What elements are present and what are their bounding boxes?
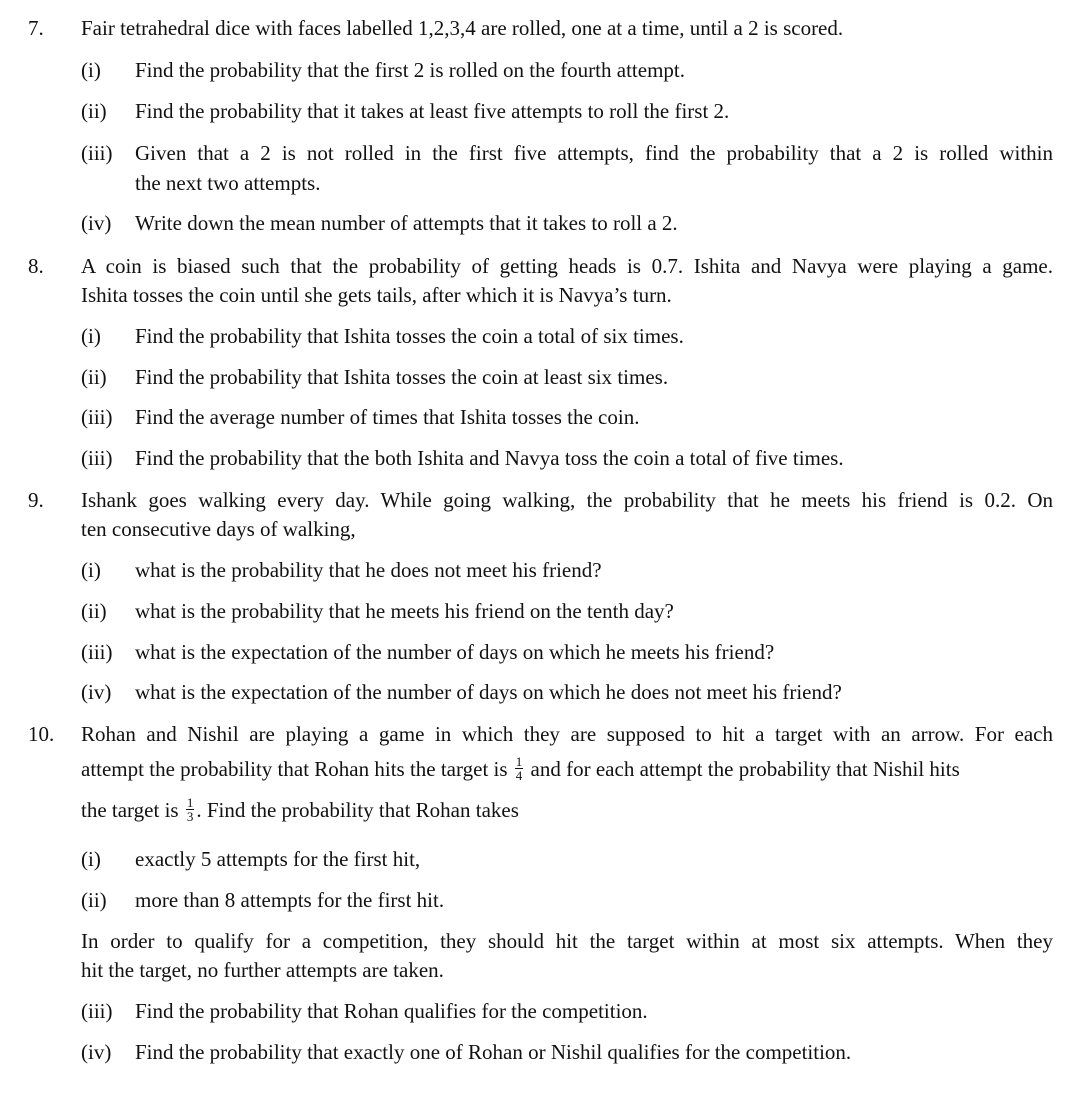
part-text: exactly 5 attempts for the first hit, [135, 847, 421, 871]
part-text: what is the probability that he meets his friend on the tenth day? [135, 599, 674, 623]
question-context-continued: hit the target, no further attempts are taken. [81, 958, 444, 982]
part-label: (ii) [81, 888, 107, 912]
part-text: Find the probability that the both Ishita and Navya toss the coin a total of five times. [135, 446, 844, 470]
fraction-numerator: 1 [186, 794, 194, 810]
fraction-denominator: 4 [515, 767, 523, 783]
question-number: 9. [28, 488, 44, 512]
part-label: (iii) [81, 640, 113, 664]
part-label: (i) [81, 558, 101, 582]
part-text: Find the probability that Ishita tosses the coin at least six times. [135, 365, 669, 389]
question-stem: Ishank goes walking every day. While going walking, the probability that he meets his friend is 0.2. On [81, 488, 1053, 512]
part-text: Find the probability that exactly one of Rohan or Nishil qualifies for the competition. [135, 1040, 852, 1064]
part-text: Find the probability that Rohan qualifies for the competition. [135, 999, 648, 1023]
question-stem-continued: ten consecutive days of walking, [81, 517, 356, 541]
part-text-continued: the next two attempts. [135, 171, 321, 195]
question-number: 7. [28, 16, 44, 40]
part-text: what is the probability that he does not meet his friend? [135, 558, 602, 582]
part-label: (iii) [81, 405, 113, 429]
part-label: (iv) [81, 680, 112, 704]
part-label: (ii) [81, 599, 107, 623]
question-number: 10. [28, 722, 55, 746]
part-text: Find the average number of times that Ishita tosses the coin. [135, 405, 640, 429]
part-label: (iv) [81, 1040, 112, 1064]
part-text: what is the expectation of the number of days on which he does not meet his friend? [135, 680, 842, 704]
part-label: (iii) [81, 141, 113, 165]
stem-text: and for each attempt the probability that Nishil hits [530, 757, 960, 781]
part-label: (iv) [81, 211, 112, 235]
part-text: Find the probability that it takes at least five attempts to roll the first 2. [135, 99, 730, 123]
part-text: more than 8 attempts for the first hit. [135, 888, 445, 912]
stem-text: . Find the probability that Rohan takes [196, 798, 519, 822]
fraction-numerator: 1 [515, 753, 523, 769]
question-stem: A coin is biased such that the probability of getting heads is 0.7. Ishita and Navya were playing a game. [81, 254, 1053, 278]
part-text: Write down the mean number of attempts that it takes to roll a 2. [135, 211, 678, 235]
question-stem: Fair tetrahedral dice with faces labelled 1,2,3,4 are rolled, one at a time, until a 2 is scored. [81, 16, 844, 40]
question-stem-continued: Ishita tosses the coin until she gets tails, after which it is Navya’s turn. [81, 283, 672, 307]
fraction-denominator: 3 [186, 808, 194, 824]
part-label: (iii) [81, 446, 113, 470]
stem-text: attempt the probability that Rohan hits the target is [81, 757, 508, 781]
part-text: Find the probability that Ishita tosses the coin a total of six times. [135, 324, 684, 348]
part-label: (ii) [81, 99, 107, 123]
part-text: Given that a 2 is not rolled in the first five attempts, find the probability that a 2 is rolled within [135, 141, 1053, 165]
part-text: Find the probability that the first 2 is rolled on the fourth attempt. [135, 58, 685, 82]
part-label: (i) [81, 324, 101, 348]
question-stem-continued [81, 755, 960, 785]
part-label: (i) [81, 58, 101, 82]
fraction-rohan [515, 755, 524, 782]
question-stem-continued [81, 796, 519, 826]
part-label: (i) [81, 847, 101, 871]
question-number: 8. [28, 254, 44, 278]
question-context: In order to qualify for a competition, they should hit the target within at most six attempts. When they [81, 929, 1053, 953]
fraction-nishil [186, 796, 195, 823]
stem-text: the target is [81, 798, 179, 822]
part-label: (iii) [81, 999, 113, 1023]
part-text: what is the expectation of the number of days on which he meets his friend? [135, 640, 775, 664]
question-stem: Rohan and Nishil are playing a game in which they are supposed to hit a target with an arrow. For each [81, 722, 1053, 746]
part-label: (ii) [81, 365, 107, 389]
